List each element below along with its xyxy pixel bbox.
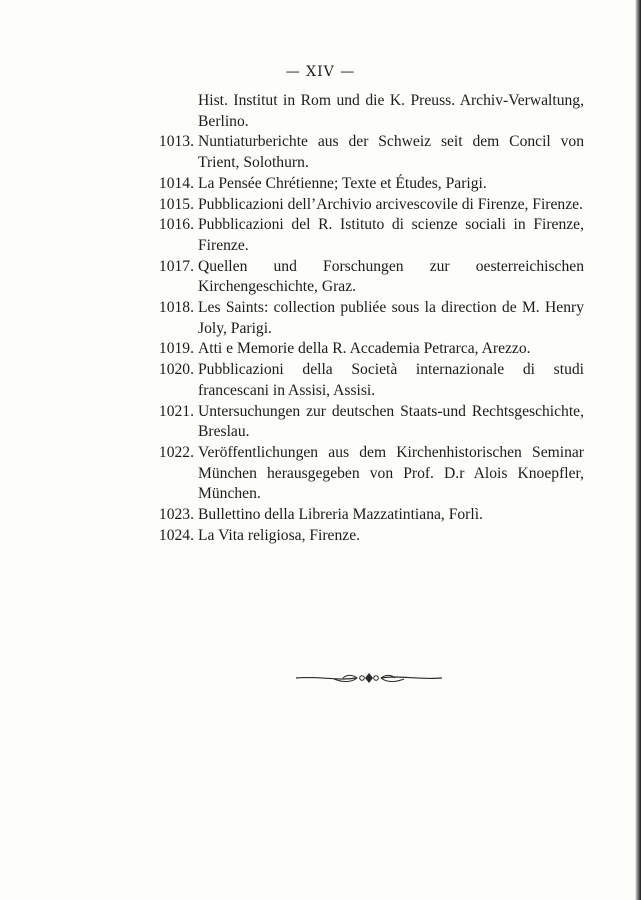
list-item [150,174,584,195]
entry-list [150,91,584,546]
entry-text: Pubblicazioni dell’Archivio arcivescovile di Firenze, Firenze. [198,195,583,213]
list-item [150,505,584,526]
list-item [150,91,584,132]
entry-text: La Pensée Chrétienne; Texte et Études, Parigi. [198,174,487,192]
entry-number: 1021. [158,402,194,420]
list-item [150,195,584,216]
entry-number: 1022. [158,443,194,461]
entry-number: 1013. [158,133,194,151]
entry-text: Les Saints: collection publiée sous la direction de M. Henry Joly, Parigi. [198,299,584,337]
entry-text: Quellen und Forschungen zur oesterreichischen Kirchengeschichte, Graz. [198,257,584,296]
list-item [150,443,584,505]
entry-text: Bullettino della Libreria Mazzatintiana, Forlì. [198,506,483,524]
entry-number: 1018. [158,299,194,317]
list-item [150,526,584,547]
entry-text: Hist. Institut in Rom und die K. Preuss. Archiv-Verwaltung, Berlino. [198,92,584,130]
flourish-divider-icon [294,668,444,688]
entry-number: 1017. [158,257,194,275]
list-item [150,402,584,443]
entry-text: Pubblicazioni della Società internazionale di studi francescani in Assisi, Assisi. [198,361,584,399]
entry-text: Untersuchungen zur deutschen Staats-und Rechtsgeschichte, Breslau. [198,402,584,441]
list-item [150,298,584,339]
entry-number: 1015. [158,195,194,213]
list-item [150,360,584,401]
entry-text: La Vita religiosa, Firenze. [198,526,361,544]
entry-text: Atti e Memorie della R. Accademia Petrarca, Arezzo. [198,340,531,358]
entry-number: 1019. [158,340,194,358]
list-item [150,339,584,360]
entry-number: 1014. [158,174,194,192]
list-item [150,257,584,298]
page-header: — XIV — [285,64,356,80]
entry-number: 1024. [158,526,194,544]
list-item [150,215,584,256]
entry-text: Pubblicazioni del R. Istituto di scienze sociali in Firenze, Firenze. [198,216,584,254]
page-edge-shadow [635,0,641,900]
list-item [150,132,584,173]
entry-number: 1016. [158,216,194,234]
entry-number: 1023. [158,506,194,524]
entry-number: 1020. [158,361,194,379]
entry-text: Nuntiaturberichte aus der Schweiz seit dem Concil von Trient, Solothurn. [198,133,584,172]
entry-text: Veröffentlichungen aus dem Kirchenhistorischen Seminar München herausgegeben von Prof. D.r Alois Knoepfler, München. [198,443,584,503]
